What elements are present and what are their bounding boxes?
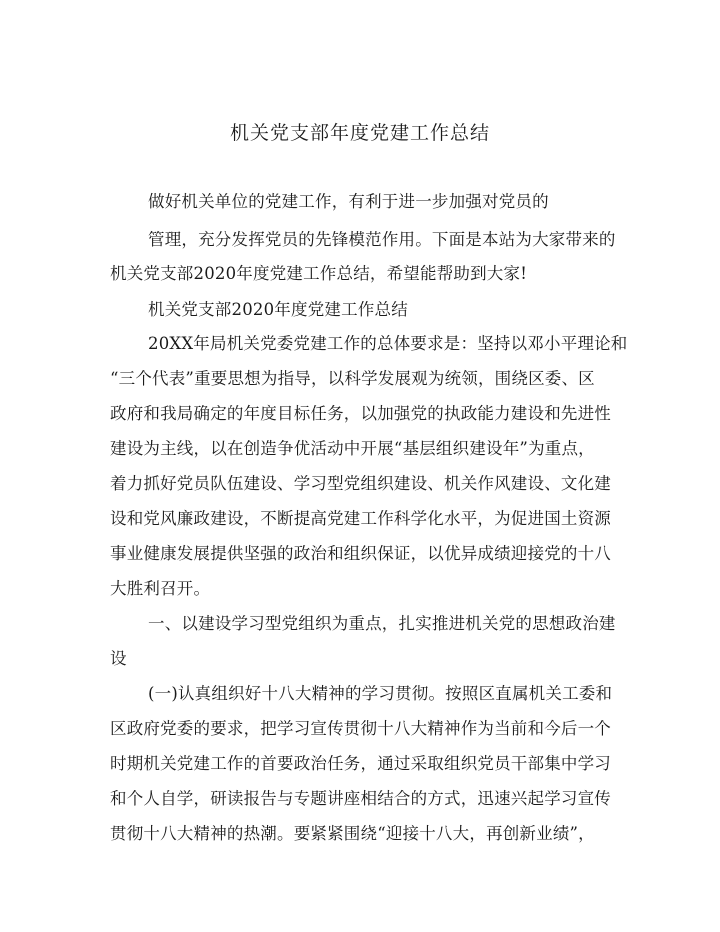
paragraph-line: 事业健康发展提供坚强的政治和组织保证，以优异成绩迎接党的十八 (110, 544, 611, 563)
paragraph-line: 管理，充分发挥党员的先锋模范作用。下面是本站为大家带来的 (148, 230, 616, 249)
document-title: 机关党支部年度党建工作总结 (229, 122, 490, 144)
paragraph-line: 建设为主线，以在创造争优活动中开展“基层组织建设年”为重点， (110, 439, 595, 458)
paragraph-line: 区政府党委的要求，把学习宣传贯彻十八大精神作为当前和今后一个 (110, 719, 611, 738)
paragraph-line: 大胜利召开。 (110, 579, 211, 598)
section-heading-line: 一、以建设学习型党组织为重点，扎实推进机关党的思想政治建 (148, 614, 616, 633)
paragraph-line: 贯彻十八大精神的热潮。要紧紧围绕“迎接十八大，再创新业绩”， (110, 824, 595, 843)
section-heading-line: 设 (110, 649, 127, 668)
paragraph-line: 时期机关党建工作的首要政治任务，通过采取组织党员干部集中学习 (110, 754, 611, 773)
paragraph-line: 着力抓好党员队伍建设、学习型党组织建设、机关作风建设、文化建 (110, 474, 611, 493)
paragraph-line: 20XX年局机关党委党建工作的总体要求是：坚持以邓小平理论和 (148, 334, 628, 353)
paragraph-line: 做好机关单位的党建工作，有利于进一步加强对党员的 (148, 192, 549, 211)
paragraph-line: 机关党支部2020年度党建工作总结 (148, 300, 408, 319)
paragraph-line: “三个代表”重要思想为指导，以科学发展观为统领，围绕区委、区 (110, 369, 595, 388)
paragraph-line: 机关党支部2020年度党建工作总结，希望能帮助到大家! (110, 264, 528, 283)
paragraph-line: (一)认真组织好十八大精神的学习贯彻。按照区直属机关工委和 (148, 684, 613, 703)
paragraph-line: 和个人自学，研读报告与专题讲座相结合的方式，迅速兴起学习宣传 (110, 789, 611, 808)
paragraph-line: 设和党风廉政建设，不断提高党建工作科学化水平，为促进国土资源 (110, 509, 611, 528)
paragraph-line: 政府和我局确定的年度目标任务，以加强党的执政能力建设和先进性 (110, 404, 611, 423)
